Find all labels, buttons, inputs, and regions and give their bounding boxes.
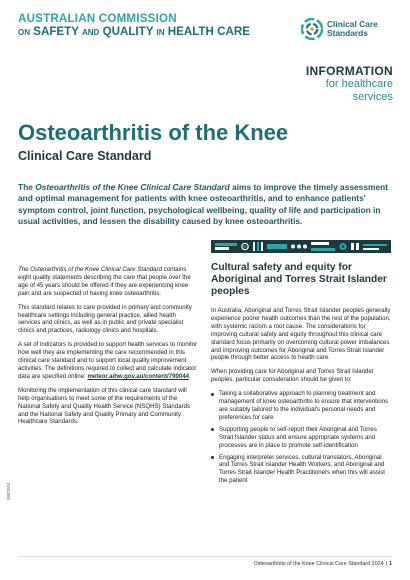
indigenous-artwork-banner [211,240,391,253]
ccs-logo-text: Clinical Care Standards [327,18,378,38]
commission-logo-line1: AUSTRALIAN COMMISSION [18,12,177,25]
cultural-safety-paragraph: In Australia, Aboriginal and Torres Strait Islander peoples generally experience poorer health outcomes than the rest of the population, with systemic racism a root cause. The considerations for improving cultural safety and equity throughout this clinical care standard focus primarily on overcoming cultural power imbalances and improving outcomes for Aboriginal and Torres Strait Islander people through better access to health care. [211,307,391,362]
consideration-list [211,390,391,485]
consideration-intro: When providing care for Aboriginal and Torres Strait Islander peoples, particular consideration should be given to: [211,368,374,384]
information-badge [283,64,393,104]
page-subtitle: Clinical Care Standard [18,149,152,163]
footer-title: Osteoarthritis of the Knee Clinical Care Standard 2024 [253,561,384,567]
list-item: Engaging interpreter services, cultural translators, Aboriginal and Torres Strait Islander Health Workers, and Aboriginal and Torres Strait Islander Health Practitioners when this will assist the patient [211,454,391,486]
page-number: 1 [389,561,392,567]
lead-paragraph: The Osteoarthritis of the Knee Clinical Care Standard aims to improve the timely assessment and optimal management for patients with knee osteoarthritis, and to enhance patients' symptom control, joint function, psychological wellbeing, quality of life and participation in usual activities, and lessen the disability caused by knee osteoarthritis. [18,182,389,227]
audience-line2: services [352,91,393,103]
meteor-link[interactable]: meteor.aihw.gov.au/content/790044 [87,372,190,380]
settings-paragraph: This standard relates to care provided in primary and community healthcare settings including general practice, allied health services and clinics, as well as in public and private specialist clinics and practices, radiology clinics and hospitals. [18,303,192,335]
indicators-paragraph: A set of indicators is provided to support health services to monitor how well they are implementing the care recommended in this clinical care standard and to support local quality improvement activities. The definitions required to collect and calculate indicator data are specified online: meteor.aihw.gov.au/content/790044. [18,341,198,380]
footer-divider [18,556,392,557]
page-footer: Osteoarthritis of the Knee Clinical Care Standard 2024 | 1 [253,561,392,567]
document-code: 0982024 [6,482,11,500]
audience-line1: for healthcare [325,78,393,90]
commission-logo-line2: ON SAFETY AND QUALITY IN HEALTH CARE [18,25,250,38]
list-item: Taking a collaborative approach to planning treatment and management of knee osteoarthritis to ensure that interventions are suitably tailored to the individual's personal needs and preferences for care [211,390,391,422]
intro-paragraph: The Osteoarthritis of the Knee Clinical Care Standard contains eight quality statements describing the care that people over the age of 45 years should be offered if they are experiencing knee pain and are suspected of having knee osteoarthritis. [18,266,191,297]
page-title: Osteoarthritis of the Knee [18,120,289,145]
list-item: Supporting people to self-report their Aboriginal and Torres Strait Islander status and ensure appropriate systems and processes are in place to promote self-identification [211,426,391,450]
left-column [18,266,198,432]
cultural-safety-heading: Cultural safety and equity for Aboriginal and Torres Strait Islander peoples [211,262,387,297]
standard-name: Osteoarthritis of the Knee Clinical Care Standard [35,182,230,192]
clinical-care-standards-logo [301,18,378,40]
right-column [211,262,391,489]
monitoring-paragraph: Monitoring the implementation of this clinical care standard will help organisations to meet some of the requirements of the National Safety and Quality Health Service (NSQHS) Standards and the National Safety and Quality Primary and Community Healthcare Standards. [18,386,191,426]
commission-logo [18,12,248,39]
information-label: INFORMATION [305,64,393,78]
ccs-emblem-icon [301,18,323,40]
